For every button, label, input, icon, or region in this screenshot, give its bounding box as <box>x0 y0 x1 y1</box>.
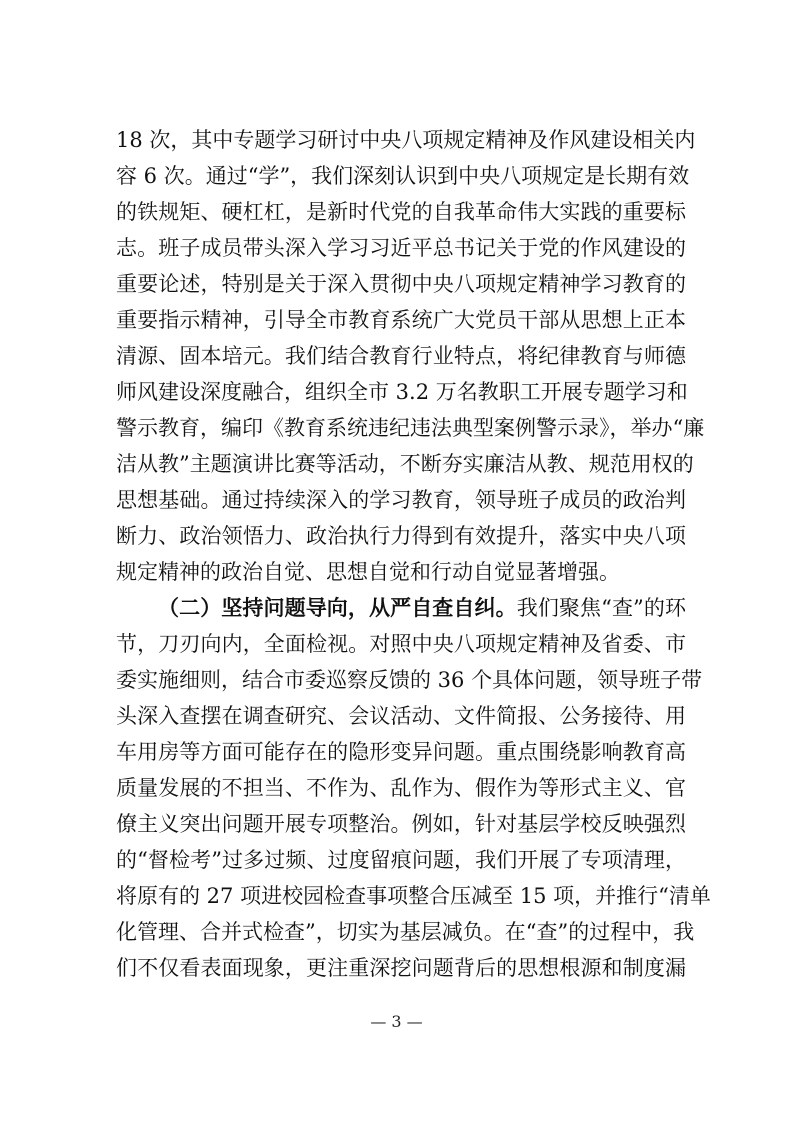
text-line: 断力、政治领悟力、政治执行力得到有效提升，落实中央八项 <box>116 524 686 548</box>
text-line: 警示教育，编印《教育系统违纪违法典型案例警示录》，举办“廉 <box>116 416 705 440</box>
page-number: — 3 — <box>370 1012 423 1031</box>
section-heading-rest: 我们聚焦“查”的环 <box>516 596 686 620</box>
text-line: 的铁规矩、硬杠杠，是新时代党的自我革命伟大实践的重要标 <box>116 200 686 224</box>
text-line: 化管理、合并式检查”，切实为基层减负。在“查”的过程中，我 <box>116 920 695 944</box>
text-line: 头深入查摆在调查研究、会议活动、文件简报、公务接待、用 <box>116 704 686 728</box>
section-heading: （二）坚持问题导向，从严自查自纠。 <box>158 595 517 620</box>
text-line: 将原有的 27 项进校园检查事项整合压减至 15 项，并推行“清单 <box>116 884 711 908</box>
text-line: 志。班子成员带头深入学习习近平总书记关于党的作风建设的 <box>116 236 686 260</box>
text-line: 思想基础。通过持续深入的学习教育，领导班子成员的政治判 <box>116 488 686 512</box>
text-line: 容 6 次。通过“学”，我们深刻认识到中央八项规定是长期有效 <box>116 164 690 188</box>
text-line: 重要指示精神，引导全市教育系统广大党员干部从思想上正本 <box>116 308 686 332</box>
text-line: 规定精神的政治自觉、思想自觉和行动自觉显著增强。 <box>116 560 620 584</box>
text-line: 们不仅看表面现象，更注重深挖问题背后的思想根源和制度漏 <box>116 956 686 980</box>
text-line: 车用房等方面可能存在的隐形变异问题。重点围绕影响教育高 <box>116 740 686 764</box>
text-line: 清源、固本培元。我们结合教育行业特点，将纪律教育与师德 <box>116 344 686 368</box>
text-line: 委实施细则，结合市委巡察反馈的 36 个具体问题，领导班子带 <box>116 668 703 692</box>
section-heading-line <box>158 590 686 626</box>
text-line: 的“督检考”过多过频、过度留痕问题，我们开展了专项清理， <box>116 848 686 872</box>
text-line: 18 次，其中专题学习研讨中央八项规定精神及作风建设相关内 <box>116 128 696 152</box>
text-line: 重要论述，特别是关于深入贯彻中央八项规定精神学习教育的 <box>116 272 686 296</box>
text-line: 质量发展的不担当、不作为、乱作为、假作为等形式主义、官 <box>116 776 686 800</box>
text-line: 洁从教”主题演讲比赛等活动，不断夯实廉洁从教、规范用权的 <box>116 452 694 476</box>
text-line: 节，刀刃向内，全面检视。对照中央八项规定精神及省委、市 <box>116 632 686 656</box>
text-line: 师风建设深度融合，组织全市 3.2 万名教职工开展专题学习和 <box>116 380 688 404</box>
text-line: 僚主义突出问题开展专项整治。例如，针对基层学校反映强烈 <box>116 812 686 836</box>
